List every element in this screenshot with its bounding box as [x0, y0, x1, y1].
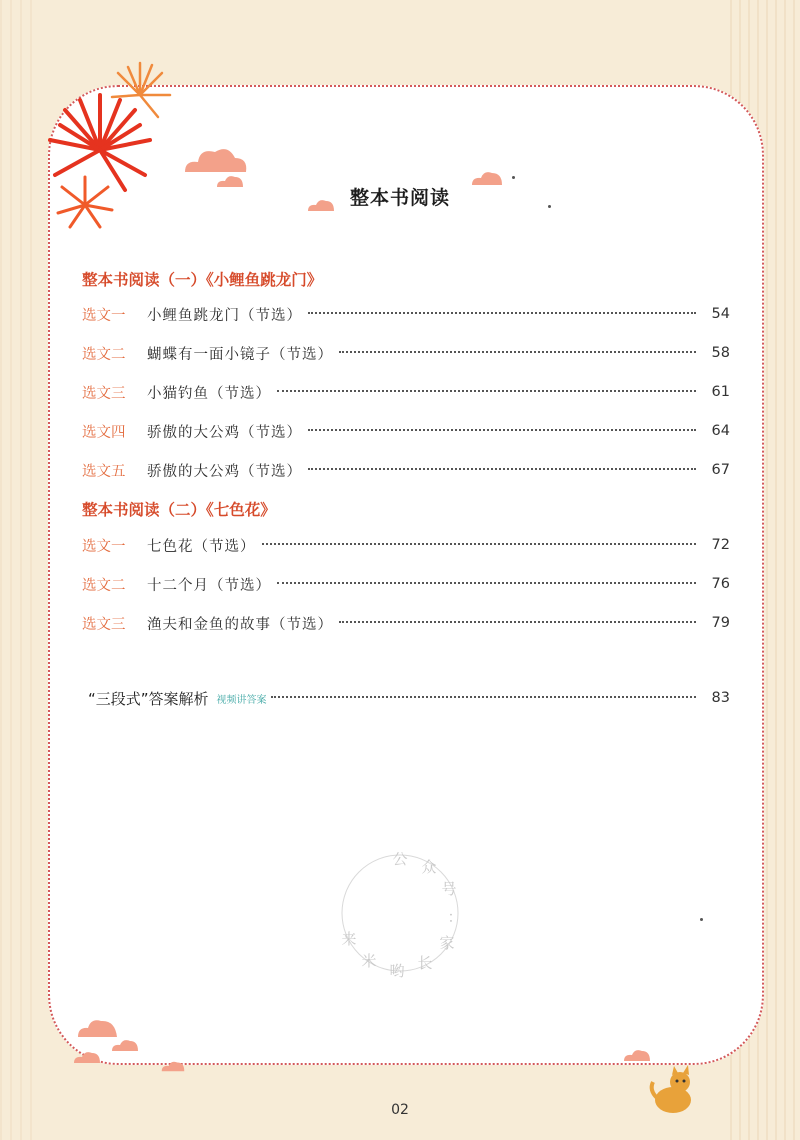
cloud-icon — [110, 1036, 140, 1054]
toc-row[interactable] — [82, 534, 730, 556]
dot-leader — [277, 582, 696, 584]
dot-leader — [271, 696, 696, 698]
toc-row-page: 58 — [711, 345, 730, 361]
section-heading-text: 整本书阅读（一） — [82, 271, 207, 289]
toc-row-page: 72 — [711, 537, 730, 553]
dot-leader — [339, 351, 696, 353]
svg-text:：: ： — [447, 908, 463, 926]
answers-page: 83 — [711, 690, 730, 706]
dot-leader — [308, 429, 696, 431]
section-heading-2 — [82, 498, 276, 520]
toc-row-page: 67 — [711, 462, 730, 478]
dot-leader — [339, 621, 696, 623]
cloud-icon — [72, 1048, 102, 1066]
toc-row[interactable] — [82, 459, 730, 481]
section-book-title: 《小鲤鱼跳龙门》 — [206, 271, 323, 289]
toc-row[interactable] — [82, 420, 730, 442]
svg-text:号: 号 — [441, 880, 457, 898]
dot-leader — [308, 312, 696, 314]
dot-leader — [262, 543, 697, 545]
svg-text:米: 米 — [361, 952, 377, 970]
stamp-watermark-icon — [325, 838, 475, 988]
svg-text:哟: 哟 — [389, 962, 405, 980]
toc-row[interactable] — [82, 573, 730, 595]
toc-row-title: 蝴蝶有一面小镜子（节选） — [147, 346, 333, 363]
toc-row-title: 小鲤鱼跳龙门（节选） — [147, 307, 302, 324]
toc-row-label: 选文一 — [82, 538, 126, 555]
cloud-icon — [160, 1058, 186, 1074]
dot-leader — [308, 468, 696, 470]
toc-row-label: 选文一 — [82, 307, 126, 324]
section-heading-text: 整本书阅读（二） — [82, 501, 207, 519]
svg-text:众: 众 — [421, 858, 437, 876]
answers-row[interactable] — [88, 687, 730, 709]
page-number: 02 — [391, 1102, 409, 1118]
dot-leader — [277, 390, 696, 392]
toc-row-title: 渔夫和金鱼的故事（节选） — [147, 616, 333, 633]
toc-row-label: 选文五 — [82, 463, 126, 480]
toc-row-label: 选文三 — [82, 385, 126, 402]
toc-row-label: 选文三 — [82, 616, 126, 633]
toc-row-page: 79 — [711, 615, 730, 631]
decor-dot — [700, 918, 703, 921]
background-stripes-left — [0, 0, 40, 1140]
toc-row-title: 小猫钓鱼（节选） — [147, 385, 271, 402]
section-book-title: 《七色花》 — [206, 501, 276, 519]
toc-row[interactable] — [82, 342, 730, 364]
toc-row-page: 76 — [711, 576, 730, 592]
toc-row[interactable] — [82, 612, 730, 634]
toc-row-page: 54 — [711, 306, 730, 322]
toc-row-title: 十二个月（节选） — [147, 577, 271, 594]
toc-row-title: 骄傲的大公鸡（节选） — [147, 463, 302, 480]
toc-row[interactable] — [82, 303, 730, 325]
toc-row-title: 骄傲的大公鸡（节选） — [147, 424, 302, 441]
video-answers-note: 视频讲答案 — [216, 694, 267, 706]
toc-row-label: 选文二 — [82, 577, 126, 594]
section-heading-1 — [82, 268, 322, 290]
svg-text:公: 公 — [392, 850, 408, 868]
svg-text:长: 长 — [417, 954, 433, 972]
toc-row-label: 选文二 — [82, 346, 126, 363]
toc-row-page: 61 — [711, 384, 730, 400]
toc-row-title: 七色花（节选） — [147, 538, 256, 555]
svg-text:来: 来 — [341, 930, 357, 948]
toc-row-label: 选文四 — [82, 424, 126, 441]
svg-text:家: 家 — [439, 934, 455, 952]
page-title: 整本书阅读 — [349, 187, 450, 209]
answers-label: “三段式”答案解析 — [88, 689, 209, 708]
decor-dot — [512, 176, 515, 179]
toc-row[interactable] — [82, 381, 730, 403]
toc-row-page: 64 — [711, 423, 730, 439]
